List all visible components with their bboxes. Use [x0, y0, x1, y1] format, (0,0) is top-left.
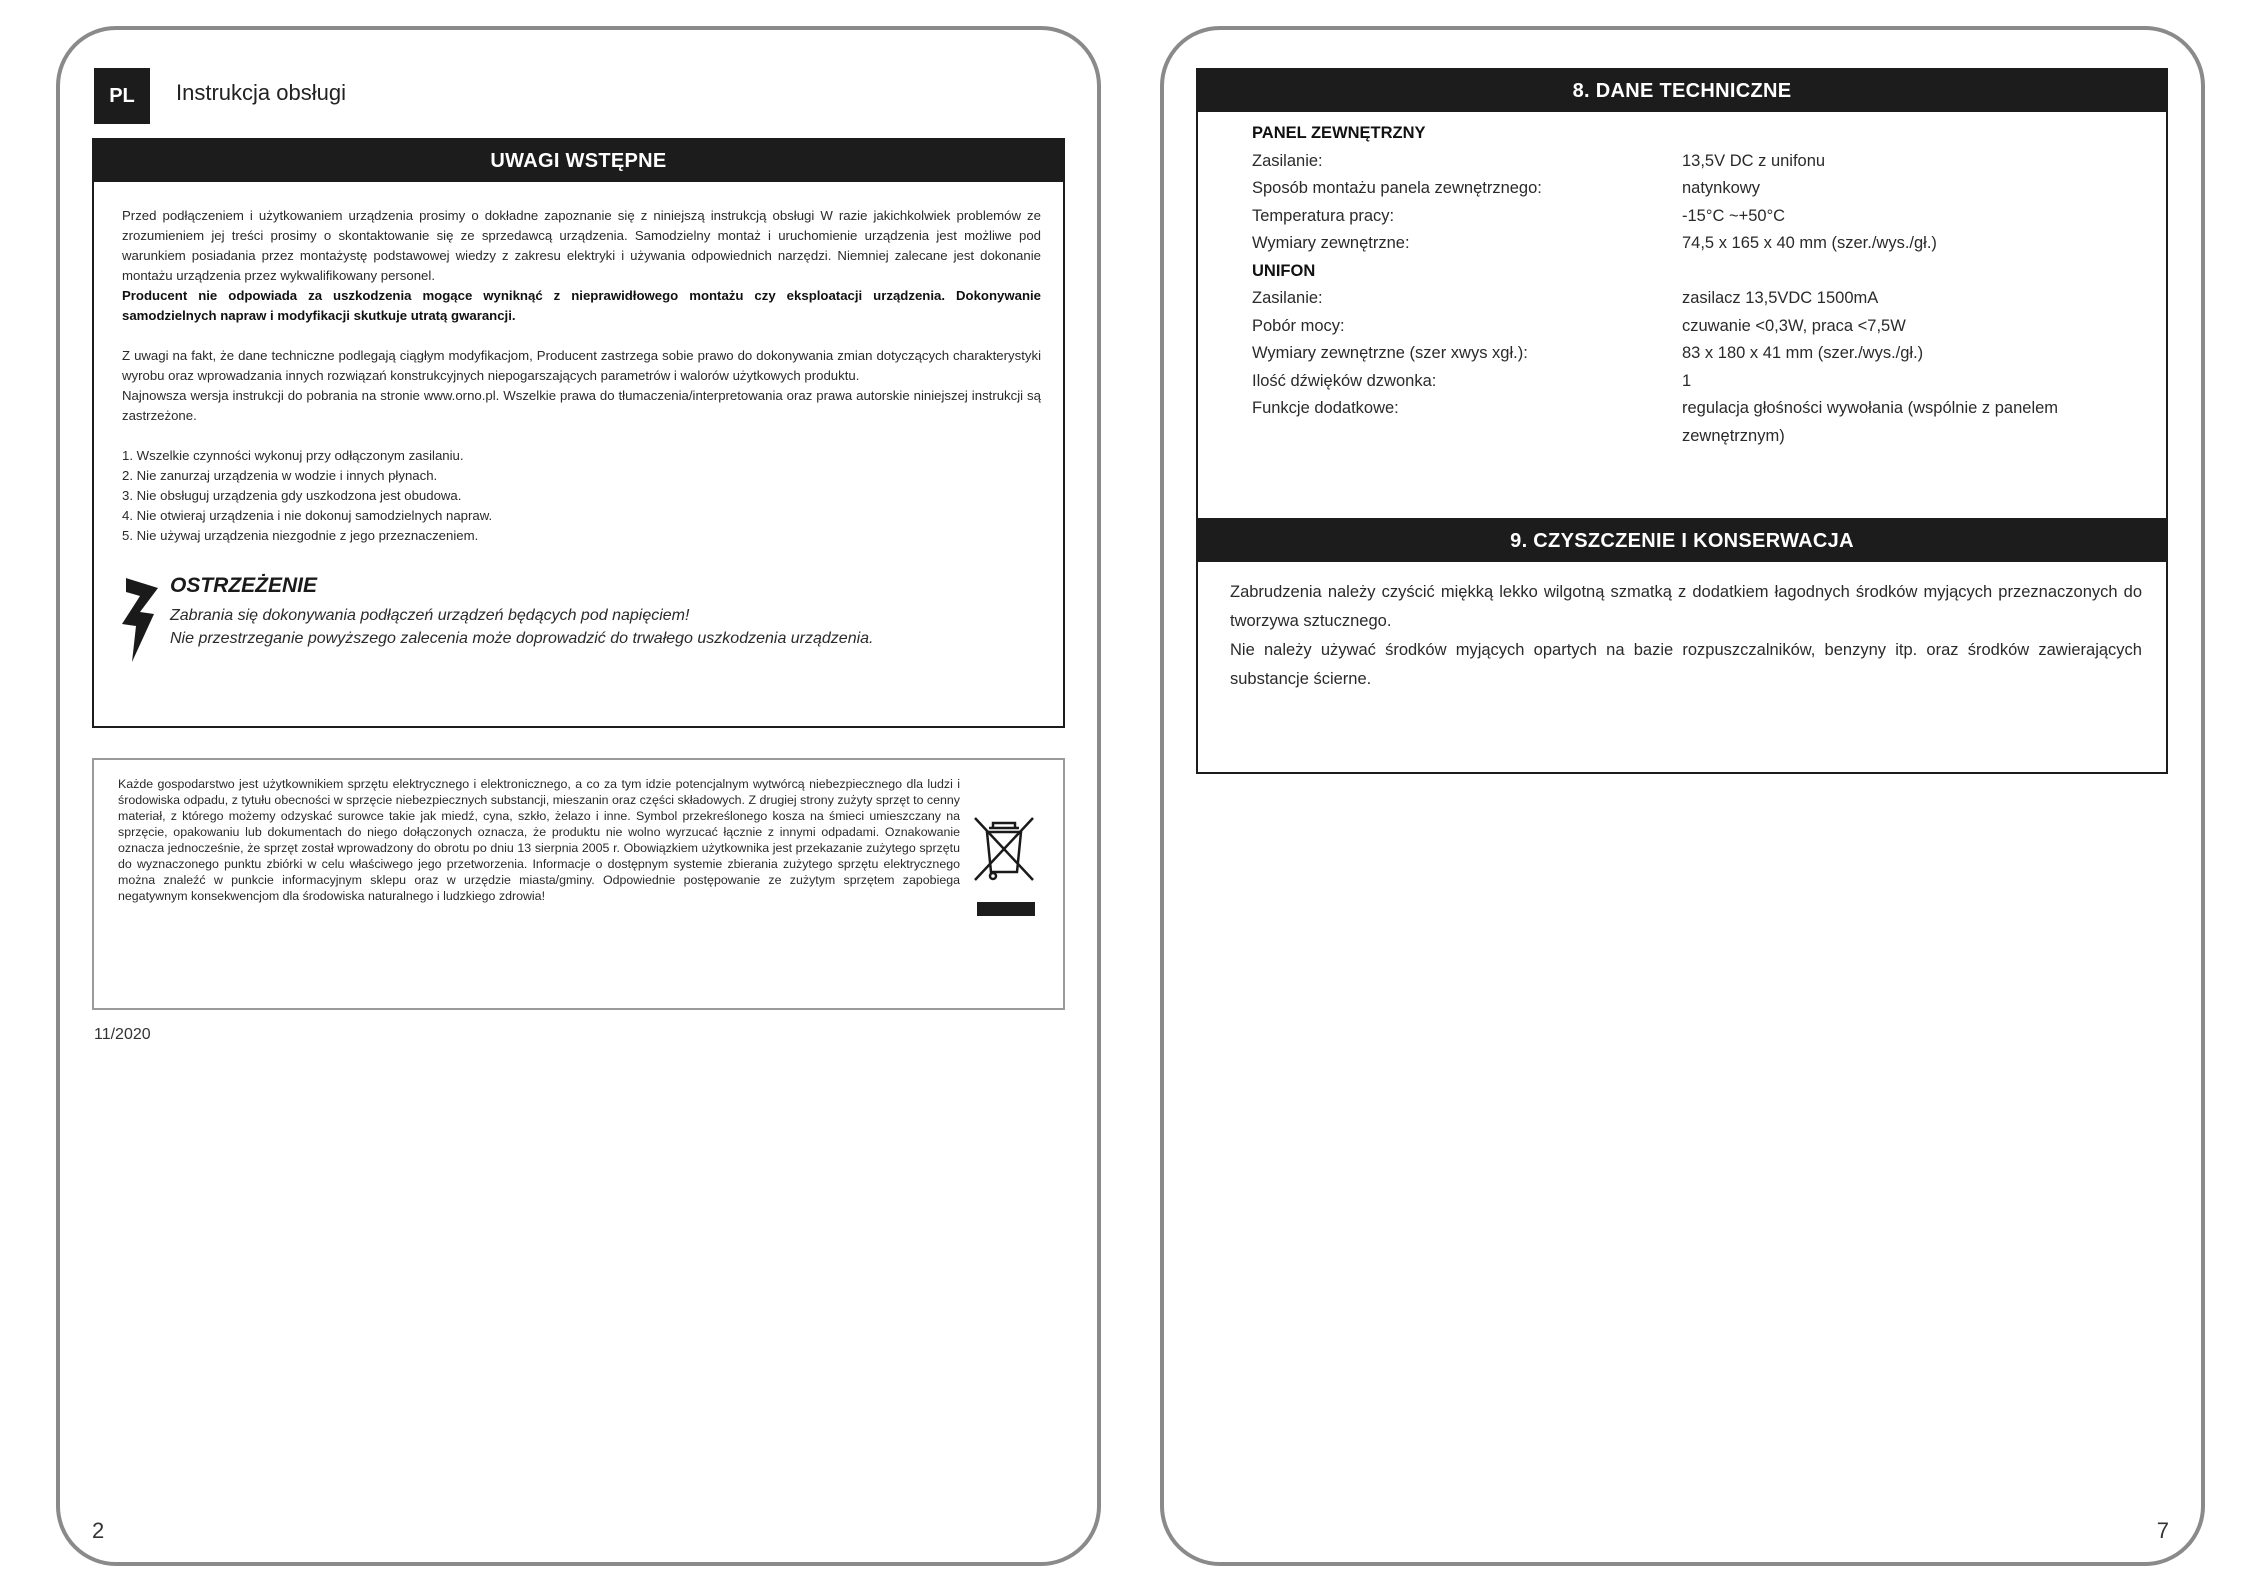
spec-row: [1252, 230, 2132, 258]
cleaning-section: [1196, 518, 2168, 774]
spec-row: [1252, 148, 2132, 176]
spec-value: natynkowy: [1682, 179, 1760, 197]
list-item: 4. Nie otwieraj urządzenia i nie dokonuj samodzielnych napraw.: [122, 508, 493, 523]
spec-value: regulacja głośności wywołania (wspólnie z panelem zewnętrznym): [1682, 399, 2059, 445]
cleaning-body: [1198, 562, 2166, 694]
preliminary-notes-section: [92, 138, 1065, 728]
technical-data-section: [1196, 68, 2168, 530]
date-code: 11/2020: [94, 1026, 151, 1043]
spec-label: Wymiary zewnętrzne (szer xwys xgł.):: [1252, 344, 1528, 362]
crossed-bin-icon: [969, 814, 1039, 884]
spec-label: Pobór mocy:: [1252, 316, 1345, 335]
spec-row: [1252, 340, 2132, 368]
modification-paragraph: Z uwagi na fakt, że dane techniczne podlegają ciągłym modyfikacjom, Producent zastrzega sobie prawo do dokonywania zmian dotyczących charakterystyki wyrobu oraz wprowadzania innych rozwiązań konstrukcyjnych niepogarszających parametrów i walorów użytkowych produktu.: [122, 348, 1041, 383]
spec-row: [1252, 313, 2132, 341]
section-header: 8. DANE TECHNICZNE: [1198, 70, 2166, 112]
list-item: 2. Nie zanurzaj urządzenia w wodzie i innych płynach.: [122, 468, 438, 483]
spec-value: czuwanie <0,3W, praca <7,5W: [1682, 316, 1906, 335]
spec-row: [1252, 285, 2132, 313]
page-number: 7: [2156, 1518, 2169, 1543]
language-badge: PL: [94, 68, 150, 124]
spec-label: Zasilanie:: [1252, 151, 1323, 170]
spec-value: 74,5 x 165 x 40 mm (szer./wys./gł.): [1682, 234, 1937, 252]
spec-label: Sposób montażu panela zewnętrznego:: [1252, 179, 1542, 197]
weee-disposal-section: [92, 758, 1065, 1010]
section-header: UWAGI WSTĘPNE: [94, 140, 1063, 182]
spec-label: Wymiary zewnętrzne:: [1252, 234, 1410, 252]
section-header: 9. CZYSZCZENIE I KONSERWACJA: [1198, 520, 2166, 562]
right-page: [1160, 26, 2205, 1566]
page-number: 2: [92, 1518, 105, 1543]
spec-row: [1252, 175, 2132, 203]
warning-line: Nie przestrzeganie powyższego zalecenia może doprowadzić do trwałego uszkodzenia urządzenia.: [170, 630, 874, 647]
copyright-paragraph: Najnowsza wersja instrukcji do pobrania na stronie www.orno.pl. Wszelkie prawa do tłumaczenia/interpretowania oraz prawa autorskie niniejszej instrukcji są zastrzeżone.: [122, 388, 1041, 423]
spec-row: [1252, 203, 2132, 231]
list-item: 5. Nie używaj urządzenia niezgodnie z jego przeznaczeniem.: [122, 528, 479, 543]
warning-line: Zabrania się dokonywania podłączeń urządzeń będących pod napięciem!: [170, 607, 690, 624]
spec-label: Temperatura pracy:: [1252, 206, 1395, 225]
spec-value: 1: [1682, 371, 1692, 390]
spec-value: -15°C ~+50°C: [1682, 206, 1786, 225]
spec-label: Zasilanie:: [1252, 289, 1323, 307]
spec-value: 13,5V DC z unifonu: [1682, 151, 1826, 170]
list-item: 1. Wszelkie czynności wykonuj przy odłączonym zasilaniu.: [122, 448, 464, 463]
spec-table: [1252, 120, 2132, 450]
preliminary-notes-body: [94, 182, 1063, 650]
warning-title: OSTRZEŻENIE: [170, 574, 318, 597]
spec-label: Funkcje dodatkowe:: [1252, 399, 1399, 417]
spec-value: 83 x 180 x 41 mm (szer./wys./gł.): [1682, 344, 1924, 362]
intro-paragraph: Przed podłączeniem i użytkowaniem urządzenia prosimy o dokładne zapoznanie się z niniejszą instrukcją obsługi W razie jakichkolwiek problemów ze zrozumieniem jej treści prosimy o skontaktowanie się ze sprzedawcą urządzenia. Samodzielny montaż i uruchomienie urządzenia jest możliwe pod warunkiem posiadania przez montażystę podstawowej wiedzy z zakresu elektryki i używania odpowiednich narzędzi. Niemniej zalecane jest dokonanie montażu urządzenia przez wykwalifikowany personel.: [122, 208, 1041, 283]
spec-row: [1252, 395, 2132, 450]
cleaning-paragraph: Nie należy używać środków myjących opartych na bazie rozpuszczalników, benzyny itp. oraz środków zawierających substancje ścierne.: [1230, 641, 2142, 688]
warning-lightning-icon: [122, 578, 158, 662]
warning-block: [122, 576, 1041, 650]
spec-group-heading: PANEL ZEWNĘTRZNY: [1252, 124, 1426, 142]
document-title: Instrukcja obsługi: [176, 80, 346, 105]
spec-value: zasilacz 13,5VDC 1500mA: [1682, 289, 1879, 307]
safety-list: [122, 446, 1041, 546]
spec-row: [1252, 368, 2132, 396]
weee-text: Każde gospodarstwo jest użytkownikiem sprzętu elektrycznego i elektronicznego, a co za tym idzie potencjalnym wytwórcą niebezpiecznego dla ludzi i środowiska odpadu, z tytułu obecności w sprzęcie niebezpiecznych substancji, mieszanin oraz części składowych. Z drugiej strony zużyty sprzęt to cenny materiał, z którego możemy odzyskać surowce takie jak miedź, cyna, szkło, żelazo i inne. Symbol przekreślonego kosza na śmieci umieszczany na sprzęcie, opakowaniu lub dokumentach do niego dołączonych oznacza, że produktu nie wolno wyrzucać łącznie z innymi odpadami. Oznakowanie oznacza jednocześnie, że sprzęt został wprowadzony do obrotu po dniu 13 sierpnia 2005 r. Obowiązkiem użytkownika jest przekazanie zużytego sprzętu do wyznaczonego punktu zbiórki w celu właściwego jego przetworzenia. Informacje o dostępnym systemie zbierania zużytego sprzętu elektrycznego można znaleźć w punkcie informacyjnym sklepu oraz w urzędzie miasta/gminy. Odpowiednie postępowanie ze zużytym sprzętem zapobiega negatywnym konsekwencjom dla środowiska naturalnego i ludzkiego zdrowia!: [118, 777, 960, 903]
liability-paragraph: Producent nie odpowiada za uszkodzenia mogące wyniknąć z nieprawidłowego montażu czy eksploatacji urządzenia. Dokonywanie samodzielnych napraw i modyfikacji skutkuje utratą gwarancji.: [122, 288, 1041, 323]
spec-group-heading: UNIFON: [1252, 261, 1316, 280]
spec-label: Ilość dźwięków dzwonka:: [1252, 371, 1437, 390]
list-item: 3. Nie obsługuj urządzenia gdy uszkodzona jest obudowa.: [122, 488, 462, 503]
weee-bar: [977, 902, 1035, 916]
left-page: [56, 26, 1101, 1566]
cleaning-paragraph: Zabrudzenia należy czyścić miękką lekko wilgotną szmatką z dodatkiem łagodnych środków myjących przeznaczonych do tworzywa sztucznego.: [1230, 583, 2142, 630]
